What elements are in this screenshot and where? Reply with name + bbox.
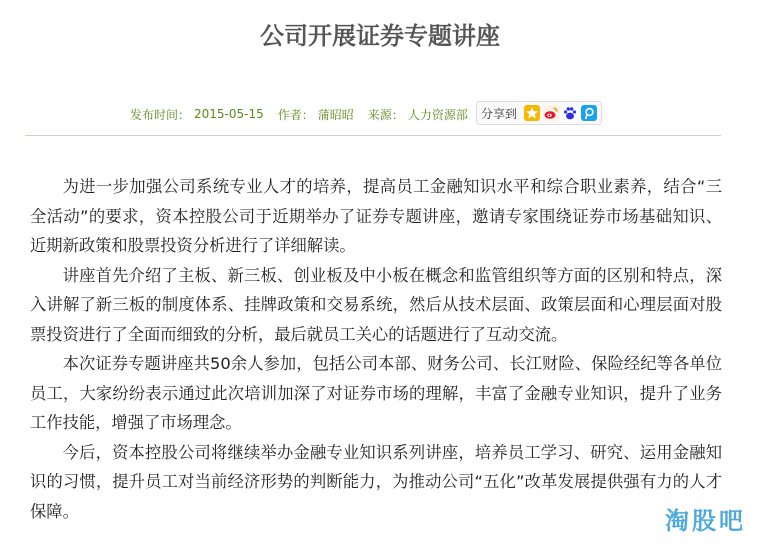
baidu-icon[interactable]	[562, 105, 578, 121]
article-title: 公司开展证券专题讲座	[260, 22, 500, 50]
paragraph-2: 讲座首先介绍了主板、新三板、创业板及中小板在概念和监管组织等方面的区别和特点，深入讲解了新三板的制度体系、挂牌政策和交易系统，然后从技术层面、政策层面和心理层面对股票投资进行了全面而细致的分析，最后就员工关心的话题进行了互动交流。	[30, 265, 722, 344]
qzone-icon[interactable]	[524, 105, 540, 121]
header-divider	[25, 135, 721, 136]
source-label: 来源：	[367, 107, 404, 122]
author-name: 蒲昭昭	[317, 107, 354, 122]
paragraph-4: 今后，资本控股公司将继续举办金融专业知识系列讲座，培养员工学习、研究、运用金融知识的习惯，提升员工对当前经济形势的判断能力，为推动公司“五化”改革发展提供强有力的人才保障。	[30, 442, 722, 521]
tencent-weibo-icon[interactable]	[581, 105, 597, 121]
date-label: 发布时间：	[130, 107, 191, 122]
author-label: 作者：	[277, 107, 314, 122]
paragraph-1: 为进一步加强公司系统专业人才的培养，提高员工金融知识水平和综合职业素养，结合“三全活动”的要求，资本控股公司于近期举办了证券专题讲座，邀请专家围绕证券市场基础知识、近期新政策和股票投资分析进行了详细解读。	[30, 177, 722, 255]
share-label: 分享到	[481, 106, 518, 121]
watermark-logo: 淘股吧	[665, 507, 746, 535]
publish-date: 2015-05-15	[194, 107, 264, 121]
article-body	[30, 172, 722, 526]
share-bar	[476, 101, 602, 125]
source-name: 人力资源部	[407, 107, 468, 122]
paragraph-3: 本次证券专题讲座共50余人参加，包括公司本部、财务公司、长江财险、保险经纪等各单位员工，大家纷纷表示通过此次培训加深了对证券市场的理解，丰富了金融专业知识，提升了业务工作技能，增强了市场理念。	[30, 354, 722, 432]
article-meta	[130, 103, 472, 125]
weibo-icon[interactable]	[543, 105, 559, 121]
